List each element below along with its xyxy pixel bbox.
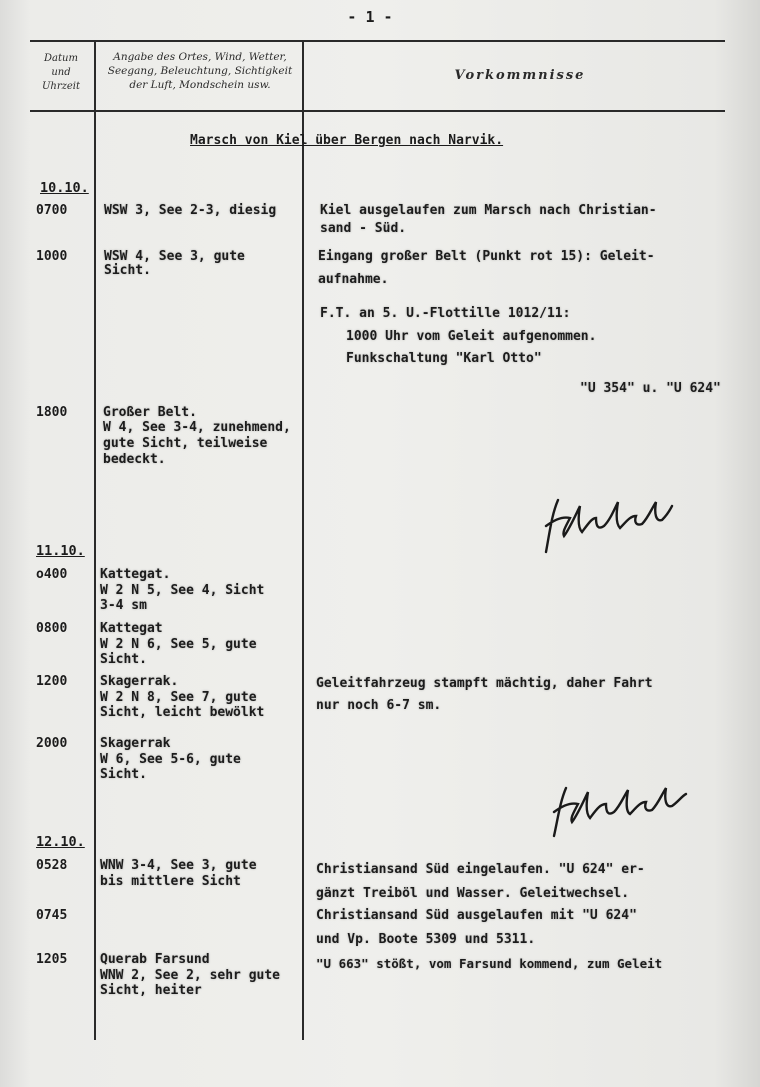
header-angabe-line: Angabe des Ortes, Wind, Wetter, (113, 51, 287, 63)
entry-weather: bis mittlere Sicht (100, 874, 241, 889)
entry-event: und Vp. Boote 5309 und 5311. (316, 932, 536, 947)
entry-weather: Sicht. (100, 767, 147, 782)
ft-line: 1000 Uhr vom Geleit aufgenommen. (346, 329, 597, 344)
entry-weather: 3-4 sm (100, 598, 147, 613)
ft-line: Funkschaltung "Karl Otto" (346, 351, 542, 366)
header-bottom-rule (30, 110, 725, 112)
header-datum-line: Uhrzeit (41, 81, 81, 92)
entry-event: "U 663" stößt, vom Farsund kommend, zum Geleit (316, 956, 663, 971)
entry-weather: Querab Farsund (100, 952, 210, 967)
entry-event: Geleitfahrzeug stampft mächtig, daher Fahrt (316, 676, 653, 691)
entry-time: 0800 (36, 621, 68, 636)
entry-weather: Skagerrak (100, 736, 171, 751)
entry-weather: gute Sicht, teilweise (103, 436, 268, 451)
column-divider-1 (94, 42, 96, 1040)
entry-weather: W 2 N 8, See 7, gute (100, 690, 257, 705)
entry-weather: Kattegat. (100, 567, 171, 582)
entry-time: 0745 (36, 908, 68, 923)
entry-time: 1200 (36, 674, 68, 689)
page-number: - 1 - (347, 8, 393, 26)
entry-time: 2000 (36, 736, 68, 751)
entry-weather: Sicht, heiter (100, 983, 202, 998)
entry-weather: WNW 3-4, See 3, gute (100, 858, 257, 873)
entry-time: 0528 (36, 858, 68, 873)
header-top-rule (30, 40, 725, 42)
entry-weather: Großer Belt. (103, 405, 197, 420)
entry-event: sand - Süd. (320, 221, 407, 236)
entry-event: nur noch 6-7 sm. (316, 698, 442, 713)
entry-weather: Skagerrak. (100, 674, 179, 689)
header-datum (30, 52, 92, 94)
ft-line: "U 354" u. "U 624" (580, 381, 721, 396)
entry-weather: W 2 N 5, See 4, Sicht (100, 583, 265, 598)
entry-weather: W 4, See 3-4, zunehmend, (103, 420, 291, 435)
date-label: 10.10. (40, 180, 89, 196)
section-title: Marsch von Kiel über Bergen nach Narvik. (190, 133, 504, 148)
entry-weather: bedeckt. (103, 452, 166, 467)
header-datum-line: und (51, 67, 71, 78)
entry-event: aufnahme. (318, 272, 389, 287)
ft-line: F.T. an 5. U.-Flottille 1012/11: (320, 306, 571, 321)
entry-event: Christiansand Süd eingelaufen. "U 624" er- (316, 862, 645, 877)
header-vorkommnisse: Vorkommnisse (454, 68, 586, 83)
entry-event: Eingang großer Belt (Punkt rot 15): Geleit- (318, 249, 655, 264)
date-label: 12.10. (36, 834, 85, 850)
entry-weather: W 6, See 5-6, gute (100, 752, 241, 767)
entry-weather: Sicht, leicht bewölkt (100, 705, 265, 720)
entry-weather: Sicht. (104, 263, 151, 278)
entry-time: 0700 (36, 203, 68, 218)
entry-event: gänzt Treiböl und Wasser. Geleitwechsel. (316, 886, 630, 901)
entry-time: 1800 (36, 405, 68, 420)
entry-weather: WSW 3, See 2-3, diesig (104, 203, 277, 218)
header-angabe (98, 50, 302, 92)
entry-time: 1205 (36, 952, 68, 967)
column-divider-2 (302, 42, 304, 1040)
entry-event: Kiel ausgelaufen zum Marsch nach Christian- (320, 203, 657, 218)
entry-weather: WNW 2, See 2, sehr gute (100, 968, 281, 983)
entry-event: Christiansand Süd ausgelaufen mit "U 624" (316, 908, 637, 923)
entry-weather: WSW 4, See 3, gute (104, 249, 245, 264)
entry-time: o400 (36, 567, 68, 582)
header-angabe-line: Seegang, Beleuchtung, Sichtigkeit (107, 65, 293, 77)
header-angabe-line: der Luft, Mondschein usw. (129, 79, 271, 91)
header-datum-line: Datum (44, 53, 78, 64)
entry-weather: Sicht. (100, 652, 147, 667)
date-label: 11.10. (36, 543, 85, 559)
signature (548, 782, 698, 840)
entry-time: 1000 (36, 249, 68, 264)
entry-weather: W 2 N 6, See 5, gute (100, 637, 257, 652)
entry-weather: Kattegat (100, 621, 163, 636)
signature (540, 492, 680, 558)
